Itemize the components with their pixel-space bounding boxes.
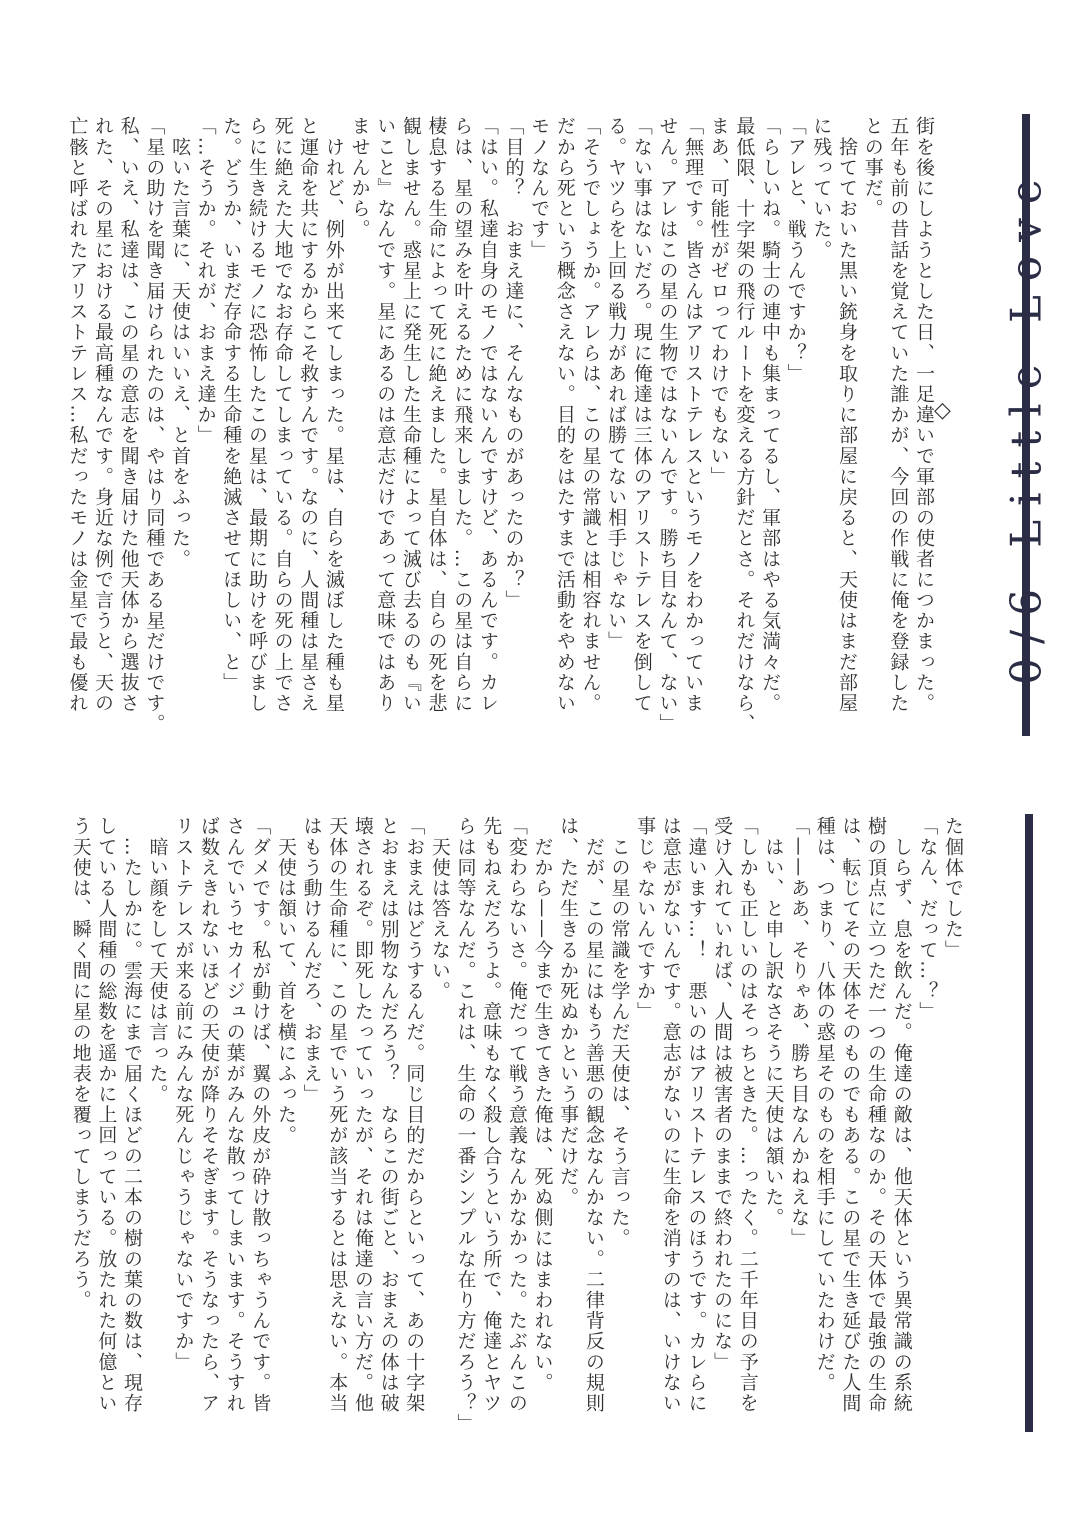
- text-column: さんでいうセカイジュの葉がみんな散ってしまいます。そうすれ: [223, 816, 246, 1414]
- text-column: 樹の頂点に立つただ一つの生命種なのか。その天体で最強の生命: [865, 816, 888, 1414]
- text-column: 捨てておいた黒い銃身を取りに部屋に戻ると、天使はまだ部屋: [836, 116, 859, 714]
- text-column: 「…そうか。それが、おまえ達か」: [194, 116, 217, 446]
- section-diamond-mark: ◇: [934, 398, 951, 423]
- text-column: だから——今まで生きてきた俺は、死ぬ側にはまわれない。: [531, 816, 554, 1393]
- text-column: 「アレと、戦うんですか？」: [784, 116, 807, 384]
- text-column: 呟いた言葉に、天使はいいえ、と首をふった。: [168, 116, 191, 570]
- text-column: けれど、例外が出来てしまった。星は、自らを滅ぼした種も星: [322, 116, 345, 714]
- text-column: 「無理です。皆さんはアリストテレスというモノをわかっていま: [682, 116, 705, 714]
- text-column: はい、と申し訳なさそうに天使は頷いた。: [762, 816, 785, 1228]
- text-column: 「——ああ、そりゃあ、勝ち目なんかねえな」: [788, 816, 811, 1249]
- text-column: 事じゃないんですか」: [634, 816, 657, 1022]
- text-column: 天体の生命種に、この星でいう死が該当するとは思えない。本当: [326, 816, 349, 1414]
- bottom-rule: [1025, 814, 1033, 1432]
- text-column: 「星の助けを聞き届けられたのは、やはり同種である星だけです。: [143, 116, 166, 734]
- text-column: 「しかも正しいのはそっちときた。…ったく。二千年目の予言を: [736, 816, 759, 1414]
- text-column: 亡骸と呼ばれたアリストテレス…私だったモノは金星で最も優れ: [66, 116, 89, 714]
- text-column: 「違います…！ 悪いのはアリストテレスのほうです。カレらに: [685, 816, 708, 1414]
- text-column: 棲息する生命によって死に絶えました。星自体は、自らの死を悲: [425, 116, 448, 714]
- text-column: に残っていた。: [810, 116, 833, 261]
- text-column: は意志がないんです。意志がないのに生命を消すのは、いけない: [659, 816, 682, 1414]
- text-column: 「ダメです。私が動けば、翼の外皮が砕け散っちゃうんです。皆: [249, 816, 272, 1414]
- text-column: る。ヤツらを上回る戦力があれば勝てない相手じゃない」: [605, 116, 628, 652]
- text-column: 天使は答えない。: [428, 816, 451, 1002]
- text-column: た。どうか、いまだ存命する生命種を絶滅させてほしい、と」: [220, 116, 243, 693]
- text-column: れた、その星における最高種なんです。身近な例で言うと、天の: [92, 116, 114, 714]
- bottom-text-block: [67, 816, 965, 1456]
- text-column: だが、この星にはもう善悪の観念なんかない。二律背反の規則: [582, 816, 605, 1414]
- text-column: しらず、息を飲んだ。俺達の敵は、他天体という異常識の系統: [890, 816, 913, 1414]
- text-column: 種は、つまり、八体の惑星そのものを相手にしていたわけだ。: [813, 816, 836, 1393]
- text-column: 私、いえ、私達は、この星の意志を聞き届けた他天体から選抜さ: [117, 116, 140, 714]
- text-column: モノなんです」: [528, 116, 551, 261]
- text-column: 天使は頷いて、首を横にふった。: [274, 816, 297, 1146]
- text-column: している人間種の総数を遥かに上回っている。放たれた何億とい: [95, 816, 118, 1414]
- text-column: はもう動けるんだろ、おまえ」: [300, 816, 323, 1105]
- text-column: 「はい。私達自身のモノではないんですけど、あるんです。カレ: [476, 116, 499, 714]
- text-column: 先もねえだろうよ。意味もなく殺し合うという所で、俺達とヤツ: [480, 816, 503, 1414]
- text-column: 「おまえはどうするんだ。同じ目的だからといって、あの十字架: [403, 816, 426, 1414]
- text-column: う天使は、瞬く間に星の地表を覆ってしまうだろう。: [69, 816, 92, 1311]
- text-column: …たしかに。雲海にまで届くほどの二本の樹の葉の数は、現存: [121, 816, 143, 1414]
- text-column: との事だ。: [861, 116, 884, 219]
- text-column: らは同等なんだ。これは、生命の一番シンプルな在り方だろう？」: [454, 816, 477, 1434]
- text-column: 死に絶えた大地でなお存命してしまっている。自らの死の上でさ: [271, 116, 294, 714]
- text-column: と運命を共にするからこそ救すんです。なのに、人間種は星さえ: [297, 116, 320, 714]
- text-column: 「ない事はないだろ。現に俺達は三体のアリストテレスを倒して: [630, 116, 653, 714]
- text-column: は、転じてその天体そのものでもある。この星で生き延びた人間: [839, 816, 862, 1414]
- text-column: 「なん、だって…？」: [916, 816, 939, 1022]
- text-column: は、ただ生きるか死ぬかという事だけだ。: [557, 816, 580, 1208]
- chapter-title: 0/6 Little Love: [1001, 165, 1051, 685]
- text-column: 「目的？ おまえ達に、そんなものがあったのか？」: [502, 116, 525, 611]
- text-column: 観しません。惑星上に発生した生命種によって滅び去るのも『い: [399, 116, 422, 714]
- text-column: 「変わらないさ。俺だって戦う意義なんかなかった。たぶんこの: [505, 816, 528, 1414]
- top-text-block: [64, 116, 936, 756]
- text-column: 「そうでしょうか。アレらは、この星の常識とは相容れません。: [579, 116, 602, 714]
- text-column: 街を後にしようとした日、一足違いで軍部の使者につかまった。: [913, 116, 935, 714]
- text-column: ませんから。: [348, 116, 371, 240]
- text-column: 「らしいね。騎士の連中も集まってるし、軍部はやる気満々だ。: [759, 116, 782, 714]
- text-column: 暗い顔をして天使は言った。: [146, 816, 169, 1105]
- text-column: だから死という概念さえない。目的をはたすまで活動をやめない: [553, 116, 576, 714]
- text-column: この星の常識を学んだ天使は、そう言った。: [608, 816, 631, 1249]
- text-column: らは、星の望みを叶えるために飛来しました。…この星は自らに: [451, 116, 474, 714]
- text-column: 五年も前の昔話を覚えていた誰かが、今回の作戦に俺を登録した: [887, 116, 910, 714]
- text-column: ば数えきれないほどの天使が降りそそぎます。そうなったら、ア: [197, 816, 220, 1414]
- text-column: せん。アレはこの星の生物ではないんです。勝ち目なんて、ない」: [656, 116, 679, 734]
- text-column: リストテレスが来る前にみんな死んじゃうじゃないですか」: [172, 816, 195, 1373]
- text-column: た個体でした」: [942, 816, 964, 961]
- text-column: らに生き続けるモノに恐怖したこの星は、最期に助けを呼びまし: [245, 116, 268, 714]
- text-column: いこと』なんです。星にあるのは意志だけであって意味ではあり: [374, 116, 397, 714]
- text-column: 最低限、十字架の飛行ルートを変える方針だとさ。それだけなら、: [733, 116, 756, 734]
- text-column: まあ、可能性がゼロってわけでもない」: [707, 116, 730, 487]
- text-column: 受け入れていれば、人間は被害者のままで終われたのにな」: [711, 816, 734, 1373]
- text-column: 壊されるぞ。即死したっていったが、それは俺達の言い方だ。他: [351, 816, 374, 1414]
- text-column: とおまえは別物なんだろう？ ならこの街ごと、おまえの体は破: [377, 816, 400, 1414]
